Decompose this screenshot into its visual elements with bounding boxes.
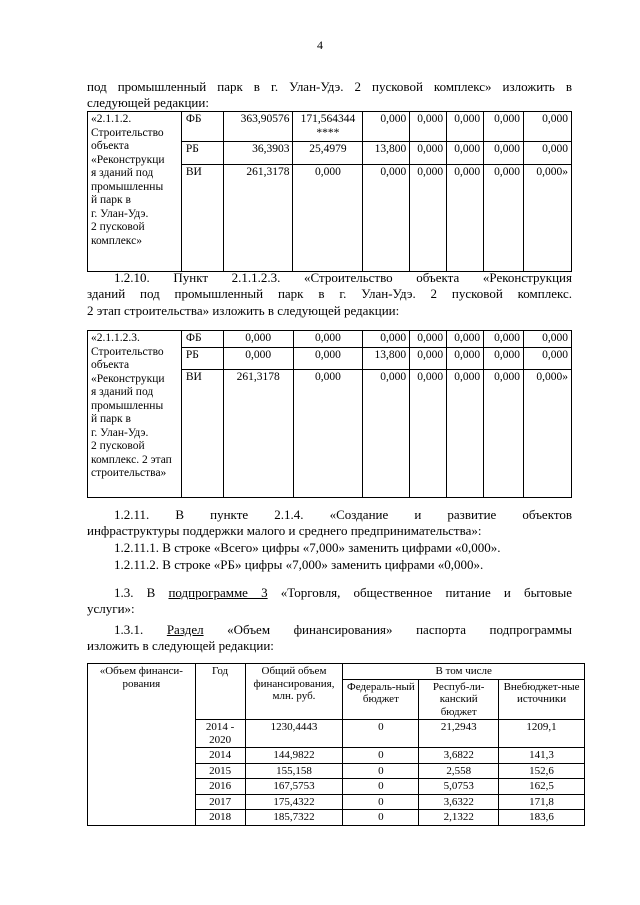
- label-line: Строительство: [91, 345, 164, 358]
- table-cell: 171,564344 ****: [293, 112, 363, 142]
- label-line: 2 пусковой: [91, 440, 145, 452]
- table-cell: 0: [343, 763, 419, 779]
- para-1-2-11-2: 1.2.11.2. В строке «РБ» цифры «7,000» заменить цифрами «0,000».: [114, 557, 484, 572]
- year-cell: 2015: [195, 763, 245, 779]
- table-cell: 0,000»: [524, 165, 572, 272]
- table-cell: 0,000»: [524, 369, 572, 497]
- table-cell: 0: [343, 720, 419, 748]
- header-republic: Респуб-ли-канский бюджет: [419, 679, 499, 720]
- label-line: строительства»: [91, 467, 167, 479]
- label-line: промышленны: [91, 180, 164, 193]
- header-total: Общий объем финансирования, млн. руб.: [245, 664, 343, 720]
- table-cell: 0,000: [447, 112, 484, 142]
- para-1-2-11-1: 1.2.11.1. В строке «Всего» цифры «7,000» заменить цифрами «0,000».: [114, 540, 501, 555]
- table-cell: 175,4322: [245, 794, 343, 810]
- year-cell: 2018: [195, 810, 245, 826]
- table-cell: 0,000: [293, 165, 363, 272]
- table-cell: 144,9822: [245, 748, 343, 764]
- table-cell: 0: [343, 779, 419, 795]
- table-cell: 183,6: [499, 810, 585, 826]
- label-line: я зданий под: [91, 167, 154, 179]
- label-line: объекта: [91, 140, 130, 152]
- table-cell: 0,000: [524, 112, 572, 142]
- intro-line-1: под промышленный парк в г. Улан-Удэ. 2 пусковой комплекс» изложить в: [87, 79, 572, 94]
- table-cell: 0,000: [410, 369, 447, 497]
- label-line: комплекс»: [91, 234, 142, 247]
- table-cell: 162,5: [499, 779, 585, 795]
- table-cell: 363,90576: [223, 112, 293, 142]
- footnote-marker: ****: [316, 126, 340, 139]
- table-cell: 0,000: [447, 142, 484, 165]
- table-cell: 0,000: [484, 347, 524, 369]
- label-line: промышленны: [91, 399, 164, 412]
- table-cell: 2,558: [419, 763, 499, 779]
- year-cell: 2017: [195, 794, 245, 810]
- source-label: ФБ: [181, 112, 223, 142]
- para-1-3-1-line-2: изложить в следующей редакции:: [87, 638, 274, 653]
- table-cell: 0,000: [524, 347, 572, 369]
- source-label: РБ: [181, 142, 223, 165]
- table-cell: 0,000: [363, 331, 410, 348]
- label-line: 2 пусковой: [91, 221, 145, 233]
- label-line: й парк в: [91, 413, 131, 425]
- table-cell: 0,000: [447, 369, 484, 497]
- table-cell: 1209,1: [499, 720, 585, 748]
- table-cell: 0,000: [223, 331, 293, 348]
- table-cell: 261,3178: [223, 165, 293, 272]
- table-cell: 185,7322: [245, 810, 343, 826]
- table-1: [87, 111, 572, 272]
- table-cell: 0,000: [410, 165, 447, 272]
- table-cell: 167,5753: [245, 779, 343, 795]
- table-cell: 0: [343, 810, 419, 826]
- page-number: 4: [317, 38, 323, 52]
- table-cell: 0,000: [484, 331, 524, 348]
- table-cell: 0,000: [410, 347, 447, 369]
- table-1-label: [88, 112, 182, 272]
- table-cell: 0,000: [447, 331, 484, 348]
- table-cell: 3,6322: [419, 794, 499, 810]
- table-cell: 0,000: [484, 369, 524, 497]
- table-cell: 155,158: [245, 763, 343, 779]
- source-label: ФБ: [181, 331, 223, 348]
- label-line: «Реконструкци: [91, 153, 165, 166]
- para-1-2-10-line-3: 2 этап строительства» изложить в следующей редакции:: [87, 303, 400, 318]
- para-1-3-line-1: 1.3. В подпрограмме 3 «Торговля, общественное питание и бытовые: [114, 585, 573, 600]
- table-cell: 36,3903: [223, 142, 293, 165]
- table-2-label: [88, 331, 182, 498]
- table-cell: 0: [343, 748, 419, 764]
- table-cell: 0: [343, 794, 419, 810]
- table-cell: 0,000: [484, 165, 524, 272]
- label-line: Строительство: [91, 126, 164, 139]
- table-cell: 0,000: [524, 142, 572, 165]
- subprogram-3-link[interactable]: подпрограмме 3: [168, 585, 268, 600]
- header-including: В том числе: [343, 664, 585, 680]
- table-cell: 3,6822: [419, 748, 499, 764]
- para-1-2-11-line-2: инфраструктуры поддержки малого и среднего предпринимательства»:: [87, 523, 482, 538]
- header-extra: Внебюджет-ные источники: [499, 679, 585, 720]
- source-label: ВИ: [181, 369, 223, 497]
- intro-line-2: следующей редакции:: [87, 95, 209, 110]
- year-cell: 2014 - 2020: [195, 720, 245, 748]
- table-cell: 261,3178: [223, 369, 293, 497]
- table-cell: 0,000: [293, 331, 363, 348]
- table-cell: 171,8: [499, 794, 585, 810]
- table-cell: 2,1322: [419, 810, 499, 826]
- table-cell: 0,000: [524, 331, 572, 348]
- table-cell: 0,000: [447, 165, 484, 272]
- header-year: Год: [195, 664, 245, 720]
- table-2: [87, 330, 572, 498]
- table-cell: 25,4979: [293, 142, 363, 165]
- para-1-2-10-line-2: зданий под промышленный парк в г. Улан-Удэ. 2 пусковой комплекс.: [87, 286, 572, 301]
- table-cell: 0,000: [293, 369, 363, 497]
- table-cell: 0,000: [410, 142, 447, 165]
- table-cell: 21,2943: [419, 720, 499, 748]
- para-1-2-11-line-1: 1.2.11. В пункте 2.1.4. «Создание и развитие объектов: [114, 507, 572, 522]
- table-cell: 13,800: [363, 347, 410, 369]
- table-cell: 0,000: [484, 142, 524, 165]
- table-cell: 152,6: [499, 763, 585, 779]
- table-3-financing: [87, 663, 585, 826]
- label-line: объекта: [91, 359, 130, 371]
- table-cell: 13,800: [363, 142, 410, 165]
- para-1-3-line-2: услуги»:: [87, 601, 135, 616]
- label-line: «2.1.1.2.3.: [91, 332, 140, 344]
- table-cell: 0,000: [484, 112, 524, 142]
- year-cell: 2016: [195, 779, 245, 795]
- table-cell: 141,3: [499, 748, 585, 764]
- source-label: ВИ: [181, 165, 223, 272]
- label-line: й парк в: [91, 194, 131, 206]
- year-cell: 2014: [195, 748, 245, 764]
- label-line: я зданий под: [91, 386, 154, 398]
- table-cell: 0,000: [410, 112, 447, 142]
- table-cell: 0,000: [410, 331, 447, 348]
- table-cell: 0,000: [363, 165, 410, 272]
- section-link[interactable]: Раздел: [166, 622, 204, 637]
- para-1-2-10-line-1: 1.2.10. Пункт 2.1.1.2.3. «Строительство объекта «Реконструкция: [114, 270, 572, 285]
- table-cell: 0,000: [363, 112, 410, 142]
- table-cell: 0,000: [223, 347, 293, 369]
- label-line: «2.1.1.2.: [91, 113, 132, 125]
- table-cell: 1230,4443: [245, 720, 343, 748]
- para-1-3-1-line-1: 1.3.1. Раздел «Объем финансирования» паспорта подпрограммы: [114, 622, 572, 637]
- source-label: РБ: [181, 347, 223, 369]
- financing-label: «Объем финанси-рования: [88, 664, 196, 826]
- label-line: комплекс. 2 этап: [91, 453, 172, 466]
- table-cell: 0,000: [293, 347, 363, 369]
- table-cell: 5,0753: [419, 779, 499, 795]
- table-cell: 0,000: [363, 369, 410, 497]
- label-line: г. Улан-Удэ.: [91, 426, 149, 439]
- header-federal: Федераль-ный бюджет: [343, 679, 419, 720]
- label-line: г. Улан-Удэ.: [91, 207, 149, 220]
- label-line: «Реконструкци: [91, 372, 165, 385]
- table-cell: 0,000: [447, 347, 484, 369]
